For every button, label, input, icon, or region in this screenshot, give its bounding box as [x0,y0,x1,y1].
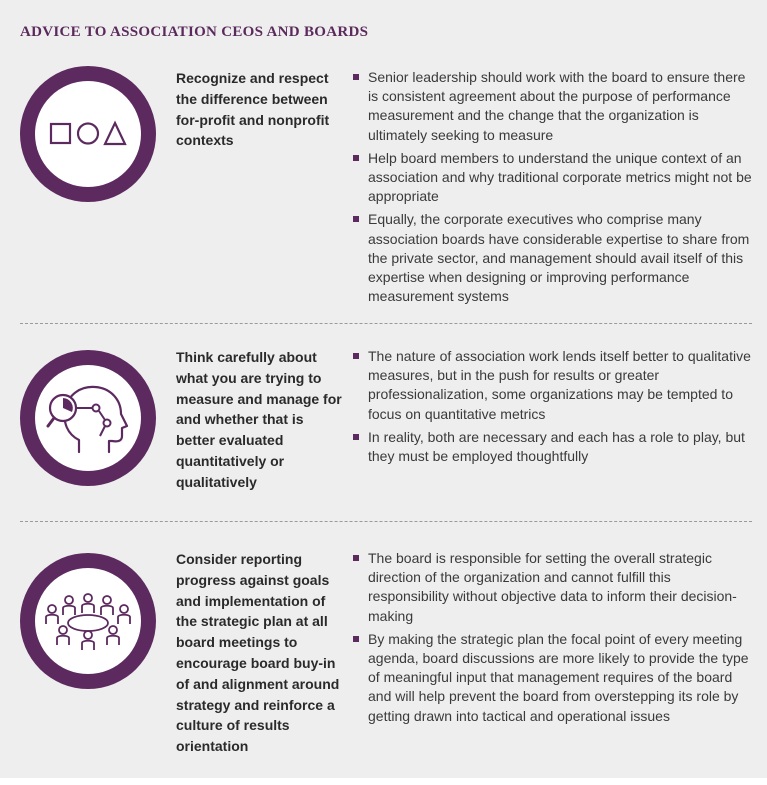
bullet-square-icon [353,216,359,222]
head-magnifier-icon [45,378,131,458]
bullet-list [352,549,754,730]
list-item: The nature of association work lends itself better to qualitative measures, but in the push for results or greater professionalization, some organizations may be tempted to focus on quantitative metrics [352,347,754,424]
section-heading: Think carefully about what you are trying to measure and manage for and whether that is better evaluated quantitatively or qualitatively [176,349,342,490]
list-item: Help board members to understand the unique context of an association and why traditional corporate metrics might not be appropriate [352,149,754,207]
section-heading: Recognize and respect the difference between for-profit and nonprofit contexts [176,70,330,149]
board-meeting-icon [41,591,135,651]
bullet-square-icon [353,155,359,161]
list-item: By making the strategic plan the focal point of every meeting agenda, board discussions are more likely to provide the type of meaningful input that management requires of the board and will help prevent the board from overstepping its role by getting drawn into tactical and operational issues [352,630,754,726]
list-item: The board is responsible for setting the overall strategic direction of the organization and cannot fulfill this responsibility without objective data to inform their decision-making [352,549,754,626]
section-heading: Consider reporting progress against goals and implementation of the strategic plan at all board meetings to encourage board buy-in of and alignment around strategy and reinforce a culture of results orientation [176,551,340,755]
section-icon-badge [20,66,156,202]
bullet-list [352,68,754,310]
bullet-square-icon [353,353,359,359]
bullet-square-icon [353,555,359,561]
list-item: In reality, both are necessary and each has a role to play, but they must be employed thoughtfully [352,428,754,466]
section-icon-badge [20,350,156,486]
section-divider [20,323,752,324]
section-divider [20,521,752,522]
bullet-square-icon [353,636,359,642]
list-item: Equally, the corporate executives who comprise many association boards have considerable expertise to share from the private sector, and management should avail itself of this expertise when designing or improving performance measurement systems [352,210,754,306]
bullet-square-icon [353,74,359,80]
section-icon-badge [20,553,156,689]
bullet-list [352,347,754,470]
list-item: Senior leadership should work with the board to ensure there is consistent agreement about the purpose of performance measurement and the change that the organization is ultimately seeking to measure [352,68,754,145]
bullet-square-icon [353,434,359,440]
square-circle-triangle-icon [48,119,128,149]
page-title: ADVICE TO ASSOCIATION CEOS AND BOARDS [20,24,369,40]
